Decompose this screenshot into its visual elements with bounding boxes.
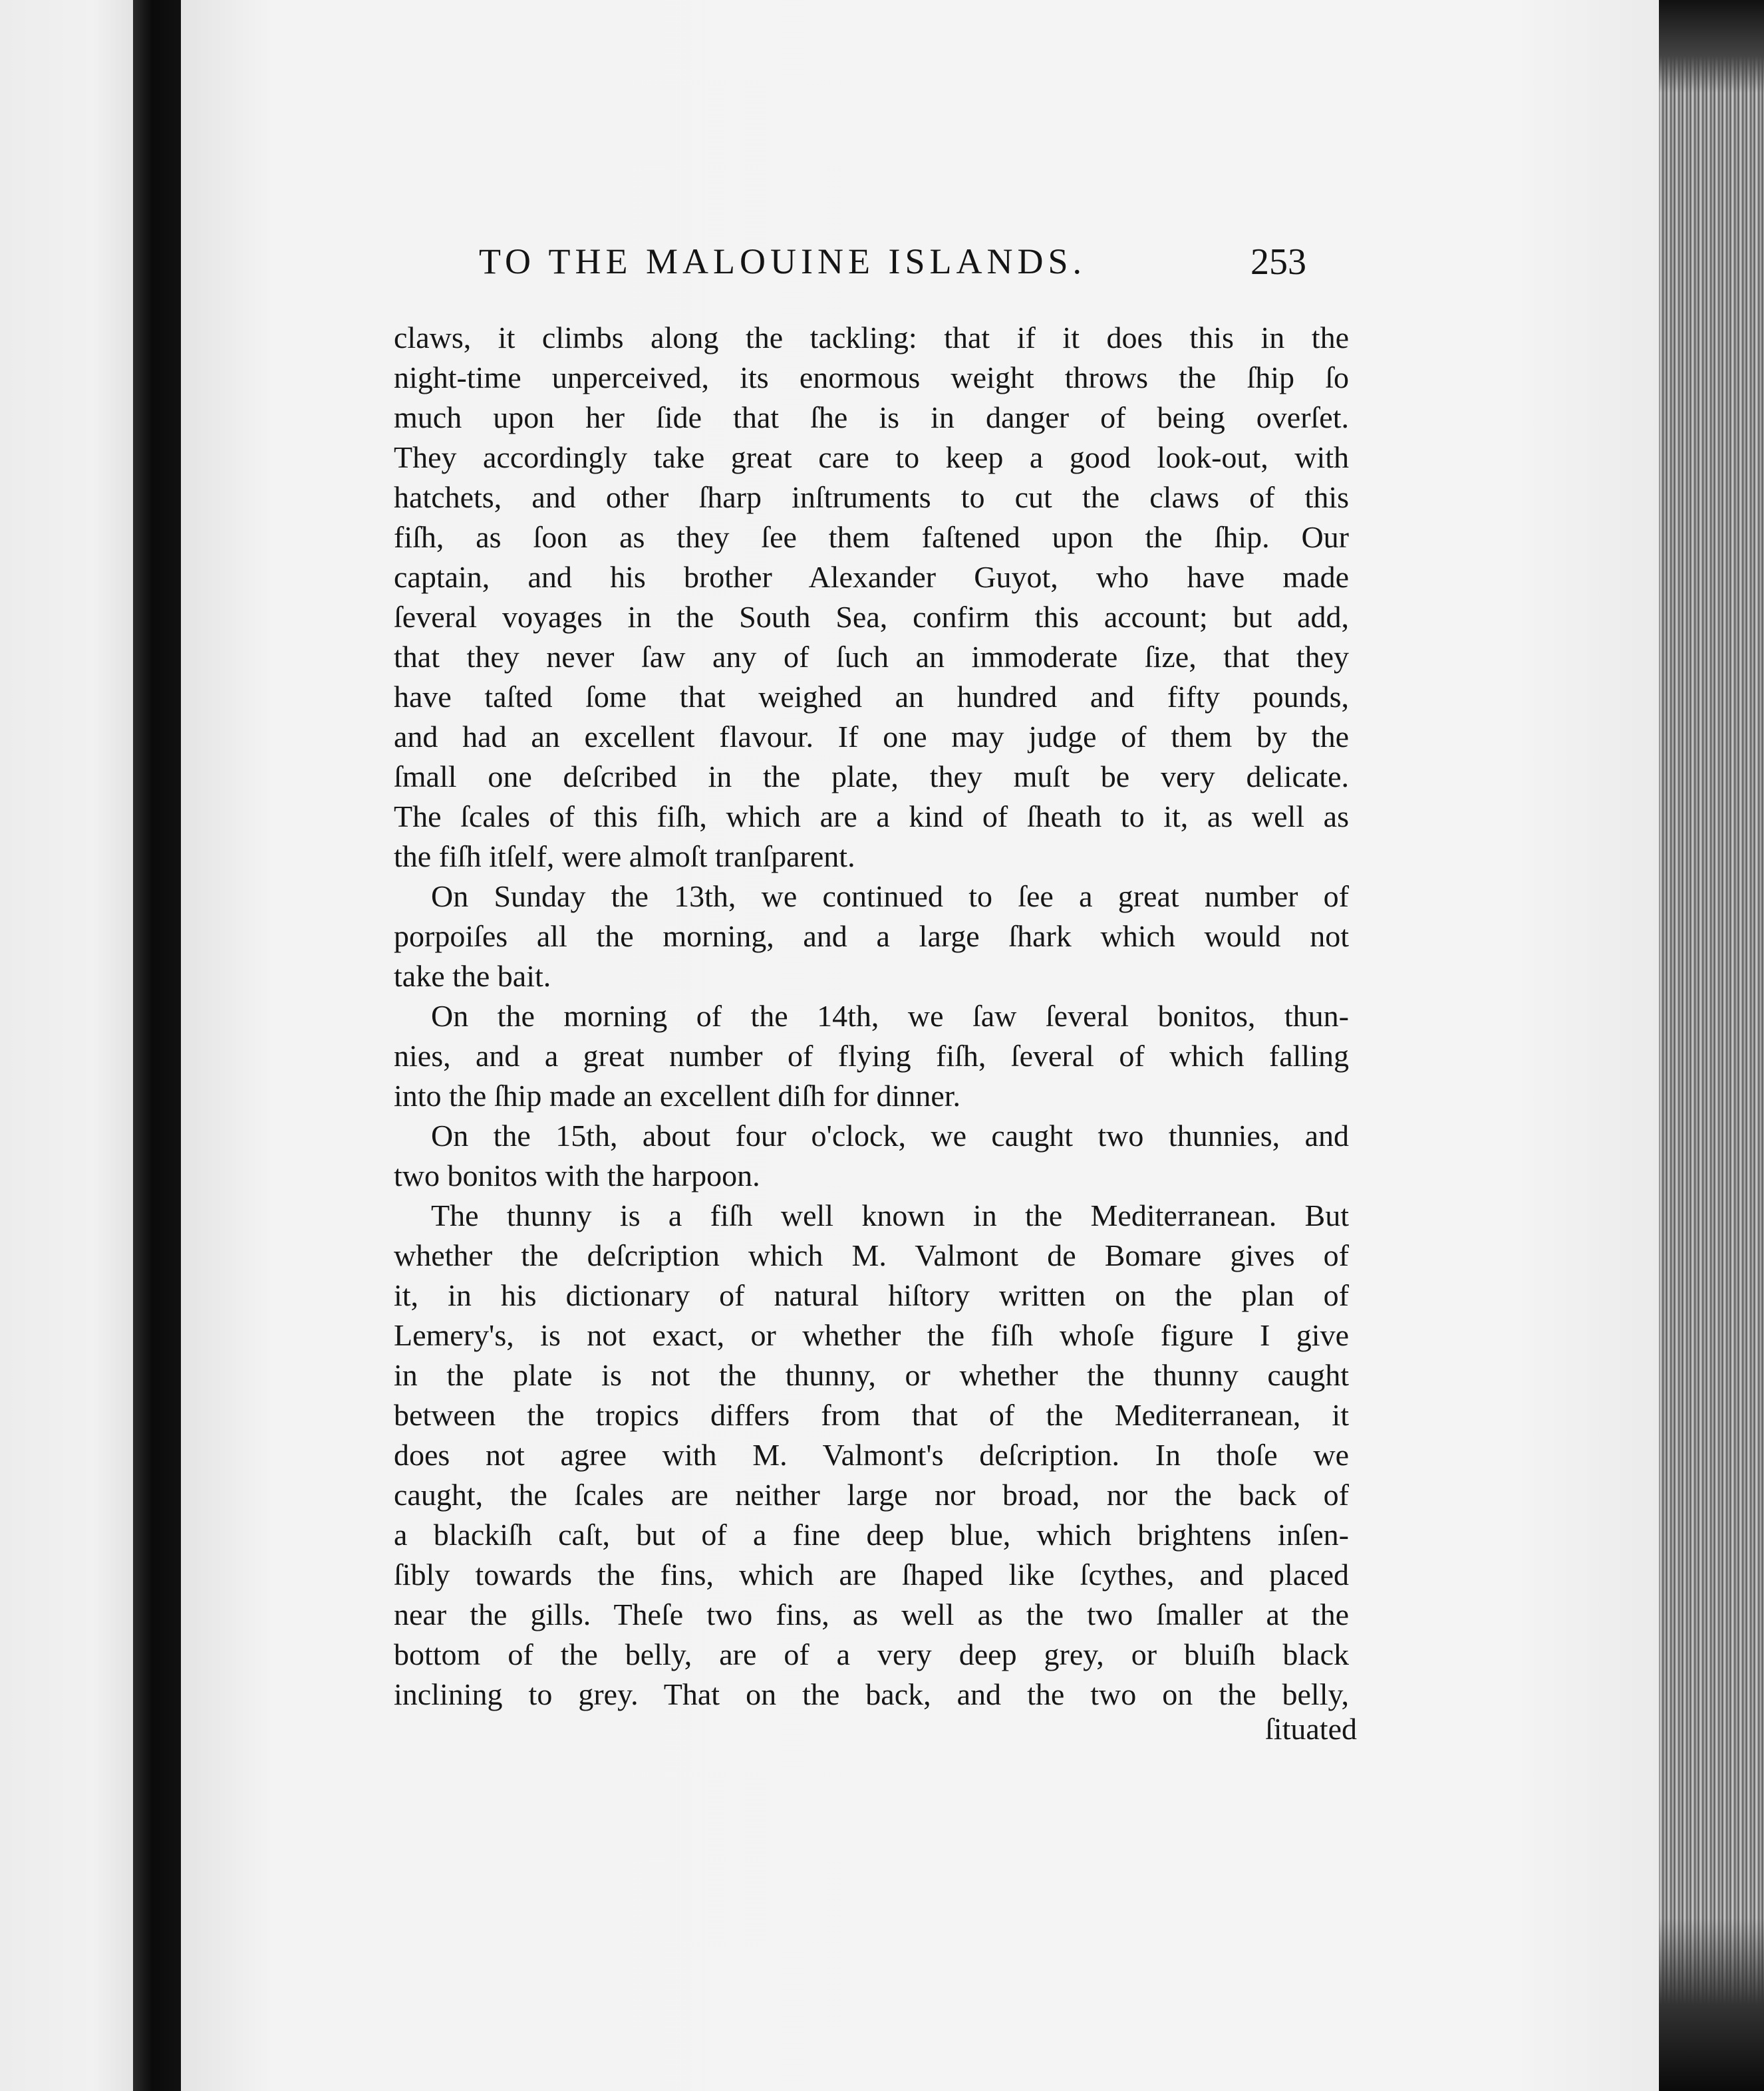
- text-line: into the ſhip made an excellent diſh for dinner.: [394, 1079, 961, 1113]
- page-edge-shadow-top: [1659, 0, 1764, 93]
- paragraph-first-line: On the 15th, about four o'clock, we caught two thunnies, and: [431, 1119, 1349, 1153]
- body-text: [394, 318, 1349, 1715]
- text-line: in the plate is not the thunny, or whether the thunny caught: [394, 1358, 1349, 1392]
- text-line: Lemery's, is not exact, or whether the fiſh whoſe figure I give: [394, 1318, 1349, 1352]
- text-line: whether the deſcription which M. Valmont de Bomare gives of: [394, 1238, 1349, 1272]
- text-line: that they never ſaw any of ſuch an immoderate ſize, that they: [394, 640, 1349, 674]
- text-line: ſeveral voyages in the South Sea, confirm this account; but add,: [394, 600, 1349, 634]
- text-line: bottom of the belly, are of a very deep grey, or bluiſh black: [394, 1637, 1349, 1671]
- text-line: inclining to grey. That on the back, and the two on the belly,: [394, 1677, 1349, 1711]
- text-line: hatchets, and other ſharp inſtruments to cut the claws of this: [394, 480, 1349, 514]
- page-number: 253: [1250, 241, 1306, 283]
- text-line: nies, and a great number of flying fiſh, ſeveral of which falling: [394, 1039, 1349, 1073]
- running-title: TO THE MALOUINE ISLANDS.: [479, 241, 1086, 281]
- text-line: take the bait.: [394, 959, 551, 993]
- paragraph-first-line: On Sunday the 13th, we continued to ſee a great number of: [431, 879, 1349, 913]
- text-line: have taſted ſome that weighed an hundred and fifty pounds,: [394, 680, 1349, 714]
- page-edge-shadow-bottom: [1659, 1918, 1764, 2091]
- text-line: the fiſh itſelf, were almoſt tranſparent.: [394, 839, 855, 873]
- text-line: it, in his dictionary of natural hiſtory written on the plan of: [394, 1278, 1349, 1312]
- page-block-edges: [1659, 0, 1764, 2091]
- text-line: porpoiſes all the morning, and a large ſhark which would not: [394, 919, 1349, 953]
- text-line: caught, the ſcales are neither large nor broad, nor the back of: [394, 1478, 1349, 1512]
- paragraph-first-line: On the morning of the 14th, we ſaw ſeveral bonitos, thun-: [431, 999, 1349, 1033]
- text-line: The ſcales of this fiſh, which are a kind of ſheath to it, as well as: [394, 799, 1349, 833]
- text-line: near the gills. Theſe two fins, as well as the two ſmaller at the: [394, 1598, 1349, 1631]
- text-line: ſmall one deſcribed in the plate, they muſt be very delicate.: [394, 760, 1349, 793]
- text-line: between the tropics differs from that of the Mediterranean, it: [394, 1398, 1349, 1432]
- text-line: two bonitos with the harpoon.: [394, 1159, 760, 1192]
- catchword: ſituated: [1265, 1712, 1357, 1746]
- text-line: They accordingly take great care to keep a good look-out, with: [394, 440, 1349, 474]
- book-gutter: [133, 0, 181, 2091]
- facing-page-edge: [0, 0, 133, 2091]
- text-line: ſibly towards the fins, which are ſhaped like ſcythes, and placed: [394, 1558, 1349, 1592]
- text-line: fiſh, as ſoon as they ſee them faſtened upon the ſhip. Our: [394, 520, 1349, 554]
- text-line: night-time unperceived, its enormous weight throws the ſhip ſo: [394, 360, 1349, 394]
- text-line: and had an excellent flavour. If one may judge of them by the: [394, 720, 1349, 754]
- text-line: claws, it climbs along the tackling: that if it does this in the: [394, 321, 1349, 354]
- paragraph-first-line: The thunny is a fiſh well known in the Mediterranean. But: [431, 1198, 1349, 1232]
- text-line: captain, and his brother Alexander Guyot, who have made: [394, 560, 1349, 594]
- text-line: much upon her ſide that ſhe is in danger of being overſet.: [394, 400, 1349, 434]
- text-line: does not agree with M. Valmont's deſcription. In thoſe we: [394, 1438, 1349, 1472]
- text-line: a blackiſh caſt, but of a fine deep blue, which brightens inſen-: [394, 1518, 1349, 1552]
